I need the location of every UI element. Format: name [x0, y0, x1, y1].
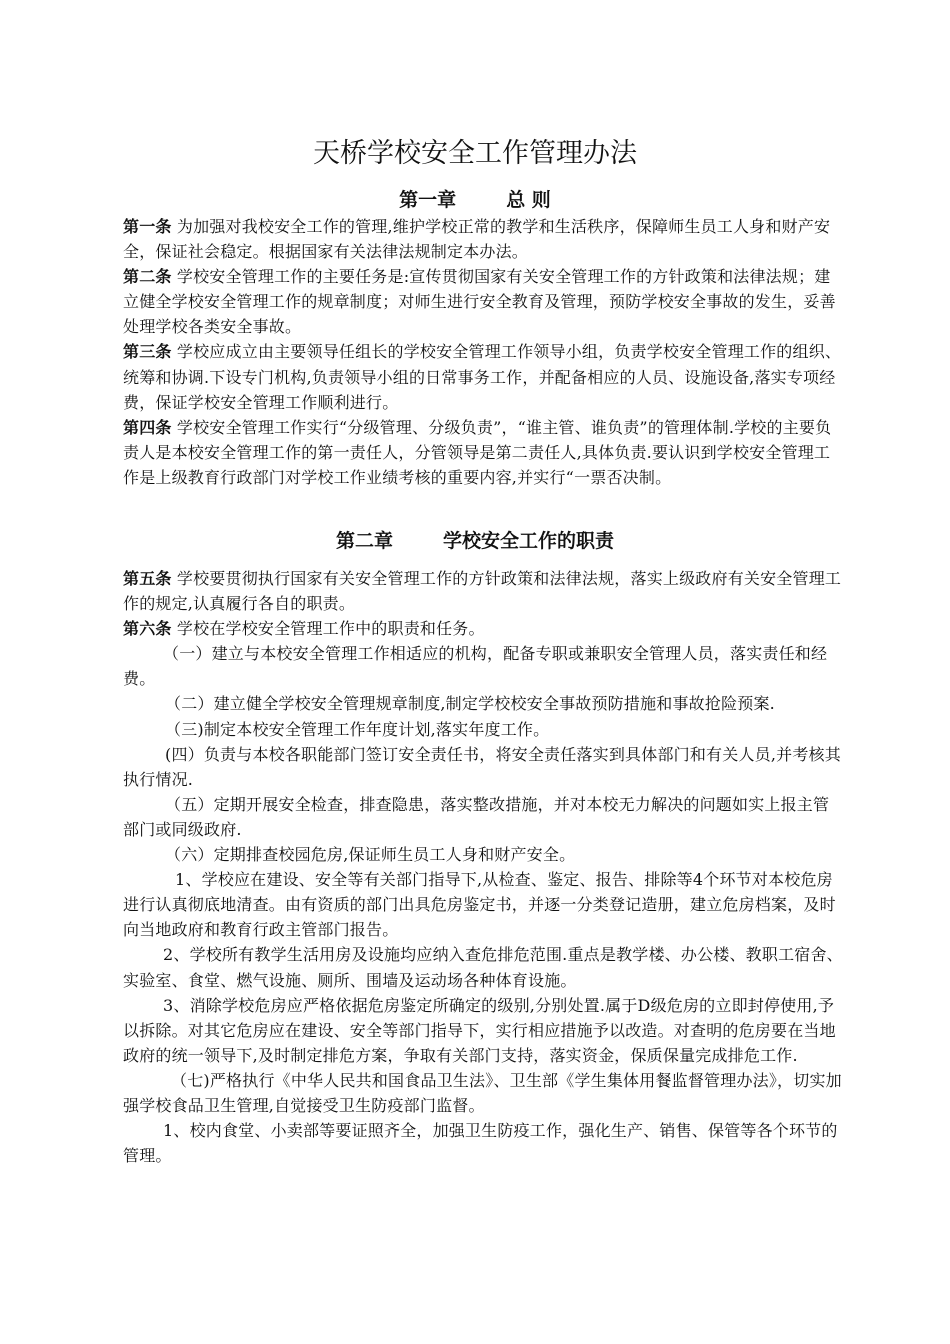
article-text: 学校应成立由主要领导任组长的学校安全管理工作领导小组，负责学校安全管理工作的组织、统筹和协调.下设专门机构,负责领导小组的日常事务工作，并配备相应的人员、设施设备,落实专项经费，保证学校安全管理工作顺利进行。 — [123, 342, 842, 412]
list-item-1: （一）建立与本校安全管理工作相适应的机构，配备专职或兼职安全管理人员，落实责任和经费。 — [123, 644, 828, 689]
list-item-5: （五）定期开展安全检查，排查隐患，落实整改措施，并对本校无力解决的问题如实上报主管部门或同级政府. — [123, 794, 830, 839]
article-label: 第三条 — [123, 342, 172, 362]
article-text: 为加强对我校安全工作的管理,维护学校正常的教学和生活秩序，保障师生员工人身和财产安全，保证社会稳定。根据国家有关法律法规制定本办法。 — [123, 217, 831, 262]
article-label: 第一条 — [123, 217, 172, 236]
chapter-1-body — [123, 214, 843, 490]
chapter-1-heading — [0, 186, 950, 214]
chapter-1-number: 第一章 — [399, 189, 457, 211]
sub-item-6-2: 2、学校所有教学生活用房及设施均应纳入查危排危范围.重点是教学楼、办公楼、教职工宿舍、实验室、食堂、燃气设施、厕所、围墙及运动场各种体育设施。 — [123, 945, 843, 990]
chapter-2-number: 第二章 — [335, 530, 393, 552]
sub-item-6-3: 3、消除学校危房应严格依据危房鉴定所确定的级别,分别处置.属于D级危房的立即封停使用,予以拆除。对其它危房应在建设、安全等部门指导下，实行相应措施予以改造。对查明的危房要在当地政府的统一领导下,及时制定排危方案，争取有关部门支持，落实资金，保质保量完成排危工作. — [123, 995, 836, 1065]
article-6 — [123, 616, 843, 641]
chapter-2-body — [123, 566, 843, 1168]
article-5 — [123, 566, 843, 616]
article-text: 学校安全管理工作实行“分级管理、分级负责”，“谁主管、谁负责”的管理体制.学校的主要负责人是本校安全管理工作的第一责任人，分管领导是第二责任人,具体负责.要认识到学校安全管理工作是上级教育行政部门对学校工作业绩考核的重要内容,并实行“一票否决制。 — [123, 417, 832, 487]
document-title: 天桥学校安全工作管理办法 — [313, 138, 637, 169]
article-4 — [123, 415, 843, 490]
article-label: 第二条 — [123, 267, 172, 287]
list-item-4: (四）负责与本校各职能部门签订安全责任书，将安全责任落实到具体部门和有关人员,并考核其执行情况. — [123, 744, 841, 789]
article-text: 学校要贯彻执行国家有关安全管理工作的方针政策和法律法规，落实上级政府有关安全管理工作的规定,认真履行各自的职责。 — [123, 569, 842, 614]
article-text: 学校安全管理工作的主要任务是:宣传贯彻国家有关安全管理工作的方针政策和法律法规；建立健全学校安全管理工作的规章制度；对师生进行安全教育及管理，预防学校安全事故的发生，妥善处理学校各类安全事故。 — [123, 267, 836, 337]
list-item-3: （三)制定本校安全管理工作年度计划,落实年度工作。 — [165, 719, 550, 739]
sub-item-7-1: 1、校内食堂、小卖部等要证照齐全，加强卫生防疫工作，强化生产、销售、保管等各个环节的管理。 — [123, 1121, 838, 1166]
article-text: 学校在学校安全管理工作中的职责和任务。 — [171, 619, 485, 639]
article-1 — [123, 214, 843, 264]
sub-item-6-1: 1、学校应在建设、安全等有关部门指导下,从检查、鉴定、报告、排除等4个环节对本校危房进行认真彻底地清查。由有资质的部门出具危房鉴定书，并逐一分类登记造册，建立危房档案，及时向当地政府和教育行政主管部门报告。 — [123, 870, 836, 940]
article-label: 第四条 — [123, 417, 172, 437]
list-item-2: （二）建立健全学校安全管理规章制度,制定学校校安全事故预防措施和事故抢险预案. — [165, 694, 775, 714]
article-2 — [123, 264, 843, 339]
list-item-7: （七)严格执行《中华人民共和国食品卫生法》、卫生部《学生集体用餐监督管理办法》，切实加强学校食品卫生管理,自觉接受卫生防疫部门监督。 — [123, 1070, 842, 1115]
article-label: 第五条 — [123, 569, 172, 588]
chapter-2-name: 学校安全工作的职责 — [443, 530, 615, 552]
chapter-1-name: 总 则 — [506, 189, 551, 211]
chapter-2-heading — [0, 527, 950, 555]
article-3 — [123, 339, 843, 414]
article-label: 第六条 — [123, 619, 172, 639]
list-item-6: （六）定期排查校园危房,保证师生员工人身和财产安全。 — [165, 845, 576, 865]
